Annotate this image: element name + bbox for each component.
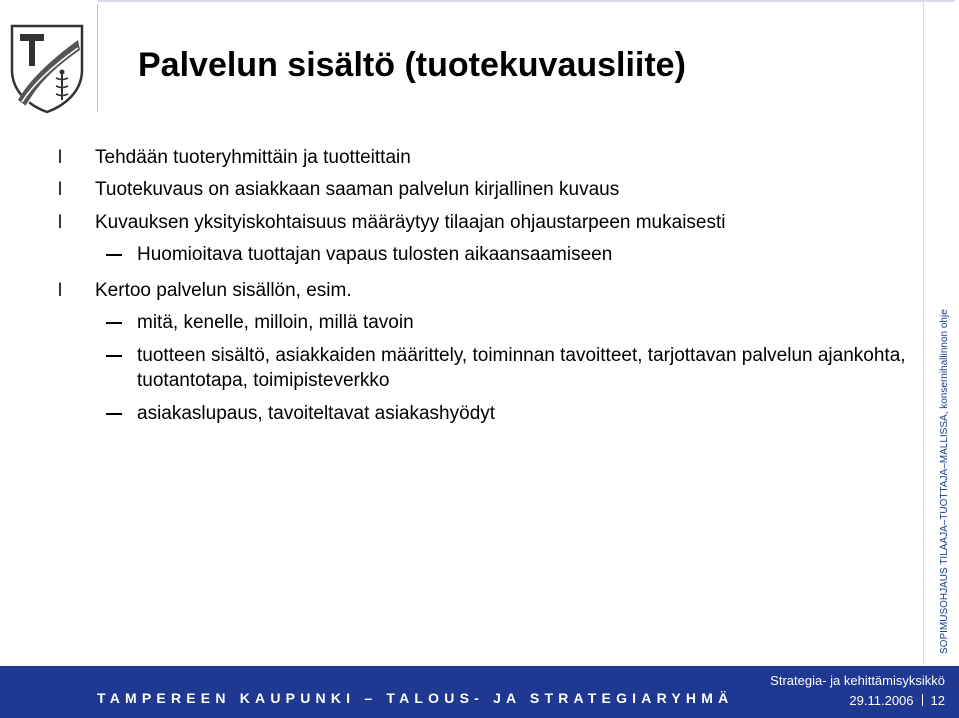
tampere-coat-of-arms-icon <box>8 22 86 114</box>
footer-separator <box>922 694 923 706</box>
sidebar-vertical-text: SOPIMUSOHJAUS TILAAJA–TUOTTAJA–MALLISSA, konsernihallinnon ohje <box>939 309 950 654</box>
header-divider <box>97 4 98 112</box>
bullet-marker: l <box>58 179 62 199</box>
footer-meta <box>849 693 945 708</box>
footer-organization: TAMPEREEN KAUPUNKI – TALOUS- JA STRATEGIARYHMÄ <box>97 690 734 706</box>
bullet-text: Tuotekuvaus on asiakkaan saaman palvelun kirjallinen kuvaus <box>95 179 620 200</box>
bullet-marker: l <box>58 212 62 232</box>
sidebar-rule <box>923 0 924 664</box>
dash-marker <box>106 413 122 415</box>
bullet-marker: l <box>58 280 62 300</box>
sub-bullet-text: Huomioitava tuottajan vapaus tulosten aikaansaamiseen <box>137 244 613 265</box>
bullet-text: Kertoo palvelun sisällön, esim. <box>95 280 352 301</box>
bullet-text: Tehdään tuoteryhmittäin ja tuotteittain <box>95 147 411 168</box>
page-title: Palvelun sisältö (tuotekuvausliite) <box>138 46 686 84</box>
page-number: 12 <box>930 693 945 708</box>
footer-date: 29.11.2006 <box>849 693 914 708</box>
sub-bullet-text: tuotteen sisältö, asiakkaiden määrittely, toiminnan tavoitteet, tarjottavan palvelun ajankohta, tuotantotapa, toimipisteverkko <box>137 345 906 391</box>
bullet-marker: l <box>58 147 62 167</box>
dash-marker <box>106 322 122 324</box>
footer-unit: Strategia- ja kehittämisyksikkö <box>770 673 945 688</box>
footer <box>0 666 959 718</box>
dash-marker <box>106 254 122 256</box>
dash-marker <box>106 355 122 357</box>
sub-bullet-text: mitä, kenelle, milloin, millä tavoin <box>137 312 414 333</box>
bullet-text: Kuvauksen yksityiskohtaisuus määräytyy tilaajan ohjaustarpeen mukaisesti <box>95 212 726 233</box>
sub-bullet-text: asiakaslupaus, tavoiteltavat asiakashyödyt <box>137 403 496 424</box>
top-rule <box>98 0 955 2</box>
